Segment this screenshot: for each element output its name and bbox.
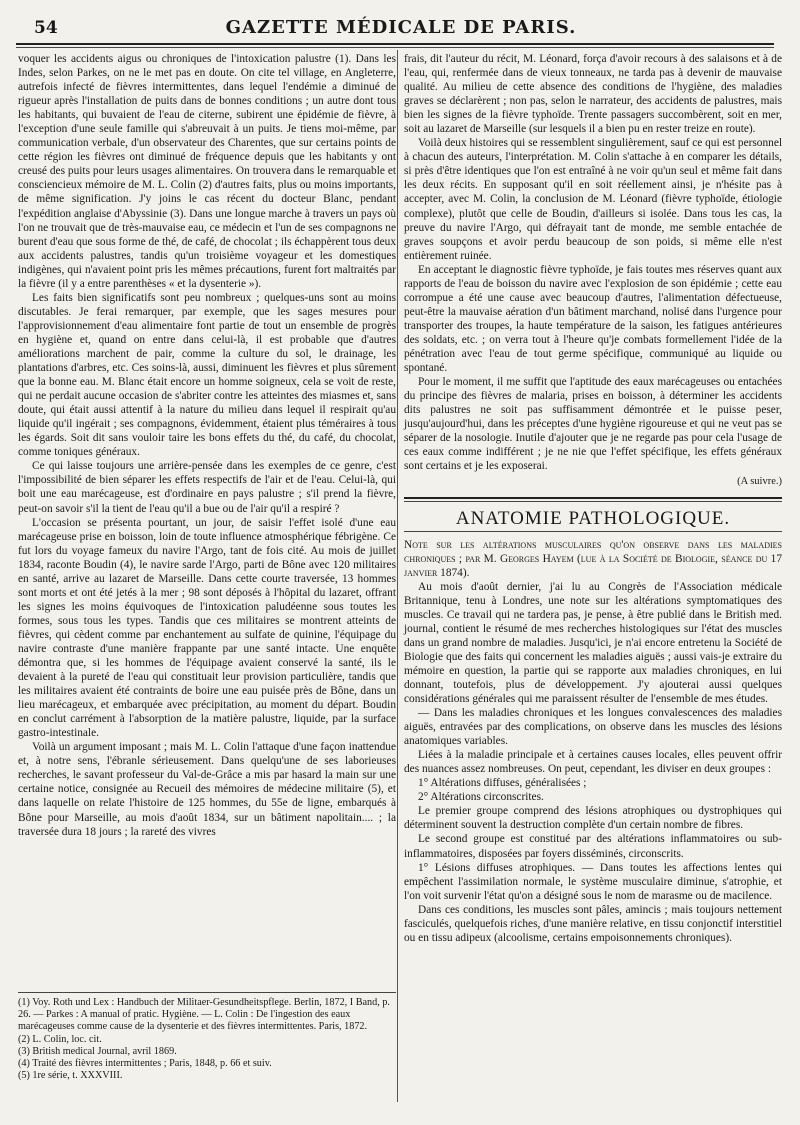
paragraph: En acceptant le diagnostic fièvre typhoïde, je fais toutes mes réserves quant aux rapports de l'eau de boisson du navire avec l'explosion de son épidémie ; cette eau corrompue a été une cause avec beaucoup d'autres, l'alimentation défectueuse, peut-être la mauvaise aération d'un bâtiment marchand, nolisé dans l'urgence pour transporter des troupes, la haute température de la saison, les fatigues antérieures des soldats, etc. ; on verra tout à l'heure qu'je combats formellement l'idée de la pénétration avec l'eau de tout germe spécifique, communiqué au liquide ou spontané.	[404, 263, 782, 375]
paragraph: — Dans les maladies chroniques et les longues convalescences des maladies aiguës, entravées par des complications, on observe dans les muscles des lésions anatomiques variables.	[404, 707, 782, 748]
paragraph: Pour le moment, il me suffit que l'aptitude des eaux marécageuses ou entachées du principe des fièvres de malaria, prises en boisson, à déterminer les accidents dits palustres ne soit pas suffisamment démontrée et le puisse peser, jusqu'aujourd'hui, dans les préceptes d'une hygiène rigoureuse et qui ne veut pas se séparer de la nosologie. Inutile d'ajouter que je ne regarde pas pour cela l'usage de ces eaux comme indifférent ; je ne nie que l'effet spécifique, les effets généraux sont certains et je les exposerai.	[404, 376, 782, 473]
page-number: 54	[34, 18, 58, 38]
left-column	[18, 52, 396, 839]
list-item: 1° Altérations diffuses, généralisées ;	[418, 777, 587, 790]
journal-title: GAZETTE MÉDICALE DE PARIS.	[225, 17, 577, 38]
header-rule-thin	[16, 47, 774, 48]
paragraph: Dans ces conditions, les muscles sont pâles, amincis ; mais toujours nettement fasciculés, quelquefois riches, d'une manière relative, en tissu conjonctif interstitiel ou en tissu adipeux (alcoolisme, certains empoisonnements chroniques).	[404, 903, 782, 944]
section-title-rule	[404, 531, 782, 532]
page-header	[22, 14, 780, 40]
footnote-rule	[18, 992, 396, 993]
paragraph: L'occasion se présenta pourtant, un jour, de saisir l'effet isolé d'une eau marécageuse prise en boisson, loin de toute influence atmosphérique fébrigène. Ce fut lors du voyage fameux du navire l'Argo, tant de fois cité. Au mois de juillet 1834, raconte Boudin (4), le navire sarde l'Argo, parti de Bône avec 120 militaires en santé, arrive au lazaret de Marseille. Dans cette courte traversée, 13 hommes sont morts et ont été jetés à la mer ; 98 sont déposés à l'hôpital du lazaret, offrant les signes les moins équivoques de l'intoxication paludéenne sous toutes les formes, sous tous les types. Tandis que ces militaires se montrent atteints de fièvres, qui cèdent comme par enchantement au sulfate de quinine, l'équipage du navire contraste d'une manière frappante par une santé intacte. Une enquête démontra que, si les hommes de l'équipage avaient conservé la santé, ils le devaient à la pureté de l'eau qui constituait leur provision particulière, tandis que les militaires avaient été contraints de boire une eau puisée près de Bône, dans un lieu marécageux, et embarquée avec précipitation, au moment du départ. Boudin en conclut carrément à l'absorption de la matière palustre, liquide, par la surface gastro-intestinale.	[18, 516, 396, 740]
section-title: ANATOMIE PATHOLOGIQUE.	[455, 508, 731, 530]
paragraph: Ce qui laisse toujours une arrière-pensée dans les exemples de ce genre, c'est l'impossibilité de bien séparer les effets respectifs de l'air et de l'eau. Celui-là, qui boit une eau marécageuse, est d'ordinaire en pays palustre ; s'il prend la fièvre, peut-on savoir s'il la tient de l'eau qu'il a bue ou de l'air qu'il a respiré ?	[18, 460, 396, 515]
footnote: (2) L. Colin, loc. cit.	[18, 1033, 102, 1045]
paragraph: 1° Lésions diffuses atrophiques. — Dans toutes les affections lentes qui empêchent l'assimilation normale, le système musculaire diminue, s'atrophie, et l'on voit survenir l'état qu'on a désigné sous le nom de marasme ou de macilence.	[404, 861, 782, 902]
header-rule	[16, 43, 774, 45]
footnote: (3) British medical Journal, avril 1869.	[18, 1045, 177, 1057]
column-divider	[397, 50, 398, 1102]
to-be-continued: (A suivre.)	[737, 476, 782, 488]
article-heading: Note sur les altérations musculaires qu'on observe dans les maladies chroniques ; par M. Georges Hayem (lue à la Société de Biologie, séance du 17 janvier 1874).	[404, 538, 782, 579]
footnote: (1) Voy. Roth und Lex : Handbuch der Militaer-Gesundheitspflege. Berlin, 1872, I Band, p. 26. — Parkes : A manual of pratic. Hygiène. — L. Colin : De l'ingestion des eaux marécageuses comme cause de la dysenterie et des fièvres intermittentes. Paris, 1872.	[18, 997, 390, 1033]
paragraph: Le second groupe est constitué par des altérations inflammatoires ou sub-inflammatoires, disposées par foyers disséminés, circonscrits.	[404, 833, 782, 860]
paragraph: Les faits bien significatifs sont peu nombreux ; quelques-uns sont au moins discutables. Je ferai remarquer, par exemple, que les sages mesures pour l'approvisionnement d'eau alimentaire font partie de tout un ensemble de progrès en hygiène et, quand on entre dans celui-là, il est probable que d'autres améliorations marchent de pair, comme la culture du sol, le drainage, les plantations d'arbres, etc. Ces soins-là, aussi, diminuent les fièvres et plus sûrement que la bonne eau. M. Blanc était encore un homme soigneux, cela se voit de reste, qui ne perdait aucune occasion de s'abriter contre les atteintes des miasmes et, sans doute, qui était aussi attentif à la nature du milieu dans lequel il respirait qu'au liquide qu'il ingérait ; ses compagnons, évidemment, étaient plus téméraires à tous les égards. Soit dit sans vouloir taire les bons effets du thé, du café, du chocolat, comme toniques généraux.	[18, 291, 396, 459]
footnote: (5) 1re série, t. XXXVIII.	[18, 1070, 123, 1082]
footnote: (4) Traité des fièvres intermittentes ; Paris, 1848, p. 66 et suiv.	[18, 1058, 272, 1070]
paragraph: Voilà deux histoires qui se ressemblent singulièrement, sauf ce qui est personnel à chacun des auteurs, l'interprétation. M. Colin s'attache à en comparer les détails, si près d'être identiques que l'on est entraîné à ne voir qu'un seul et même fait dans les deux récits. En supposant qu'il en soit réellement ainsi, je n'hésite pas à accepter, avec M. Colin, la conclusion de M. Léonard (fièvre typhoïde, étiologie complexe), plutôt que celle de Boudin, d'ailleurs si isolée. Dans tous les cas, la preuve du navire l'Argo, qui défrayait tant de monde, me semble entachée de graves soupçons et avoir perdu beaucoup de son poids, si même elle n'est entièrement ruinée.	[404, 137, 782, 262]
footnotes	[18, 992, 396, 1082]
list-item: 2° Altérations circonscrites.	[418, 791, 544, 804]
paragraph: Au mois d'août dernier, j'ai lu au Congrès de l'Association médicale Britannique, tenu à Londres, une note sur les altérations symptomatiques des muscles. Ce travail qui ne tardera pas, je pense, à être publié dans le British med. journal, contient le résumé de mes recherches histologiques sur l'état des muscles dans un grand nombre de maladies. Jusqu'ici, je n'ai encore entretenu la Société de Biologie que des faits qui concernent les maladies aiguës ; aussi vais-je extraire du mémoire en question, la partie qui se rapporte aux maladies chroniques, en lui donnant, toutefois, plus de développement. J'y ajouterai aussi quelques considérations générales qui me paraissent résulter de l'ensemble de mes études.	[404, 580, 782, 706]
paragraph: frais, dit l'auteur du récit, M. Léonard, força d'avoir recours à des salaisons et à de l'eau, qui, renfermée dans de vieux tonneaux, ne tarda pas à devenir de mauvaise qualité. Au milieu de cette absence des conditions de l'hygiène, des maladies graves se déclarèrent ; non pas, selon le narrateur, des accidents de palustres, mais bien les signes de la fièvre typhoïde. Trente passagers succombèrent, soit en mer, soit au lazaret de Marseille (sur lesquels il a bien pu en rester treize en route).	[404, 53, 782, 136]
paragraph: Le premier groupe comprend des lésions atrophiques ou dystrophiques qui déterminent souvent la destruction complète d'un certain nombre de fibres.	[404, 805, 782, 832]
paragraph: Voilà un argument imposant ; mais M. L. Colin l'attaque d'une façon inattendue et, à notre sens, l'ébranle sérieusement. Dans quelqu'une de ses laborieuses recherches, le savant professeur du Val-de-Grâce a mis par hasard la main sur une certaine notice, consignée au Recueil des mémoires de médecine militaire (5), et dans laquelle on relate l'histoire de 125 hommes, du 55e de ligne, embarqués à Bône pour Marseille, au mois d'août 1834, sur un bâtiment napolitain.... ; la traversée dura 18 jours ; la rareté des vivres	[18, 741, 396, 838]
right-column	[404, 52, 782, 945]
paragraph: voquer les accidents aigus ou chroniques de l'intoxication palustre (1). Dans les Indes, selon Parkes, on ne le met pas en doute. On cite tel village, en Angleterre, autrefois infecté de fièvres intermittentes, dans lequel l'endémie a diminué de rigueur après l'installation de puits dans de bonnes conditions ; un autre dont tous les habitants, qui buvaient de l'eau de citerne, subirent une épidémie de fièvre, à l'exception d'une seule famille qui s'abreuvait à un puits. Je tiens moi-même, par communication verbale, d'un observateur des Charentes, que sur certains points de cette région les fièvres ont diminué de fréquence depuis que les habitants y ont creusé des puits pour leurs usages alimentaires. On trouvera dans le remarquable et consciencieux mémoire de M. L. Colin (2) d'autres faits, plus ou moins importants, de même signification. J'y joins le cas récent du docteur Blanc, pendant l'expédition anglaise d'Abyssinie (3). Dans une longue marche à travers un pays où l'on ne trouvait que de très-mauvaise eau, ce médecin et l'un de ses compagnons ne burent d'eau que sous forme de thé, de café, de chocolat ; ils échappèrent tous deux aux accidents palustres, tandis qu'un troisième voyageur et les domestiques indigènes, qui n'avaient point pris les mêmes précautions, furent fort maltraités par la fièvre (il y a entre parenthèses « et la dysenterie »).	[18, 53, 396, 290]
paragraph: Liées à la maladie principale et à certaines causes locales, elles peuvent offrir des nuances assez nombreuses. On peut, cependant, les diviser en deux groupes :	[404, 749, 782, 776]
section-rules	[404, 497, 782, 502]
